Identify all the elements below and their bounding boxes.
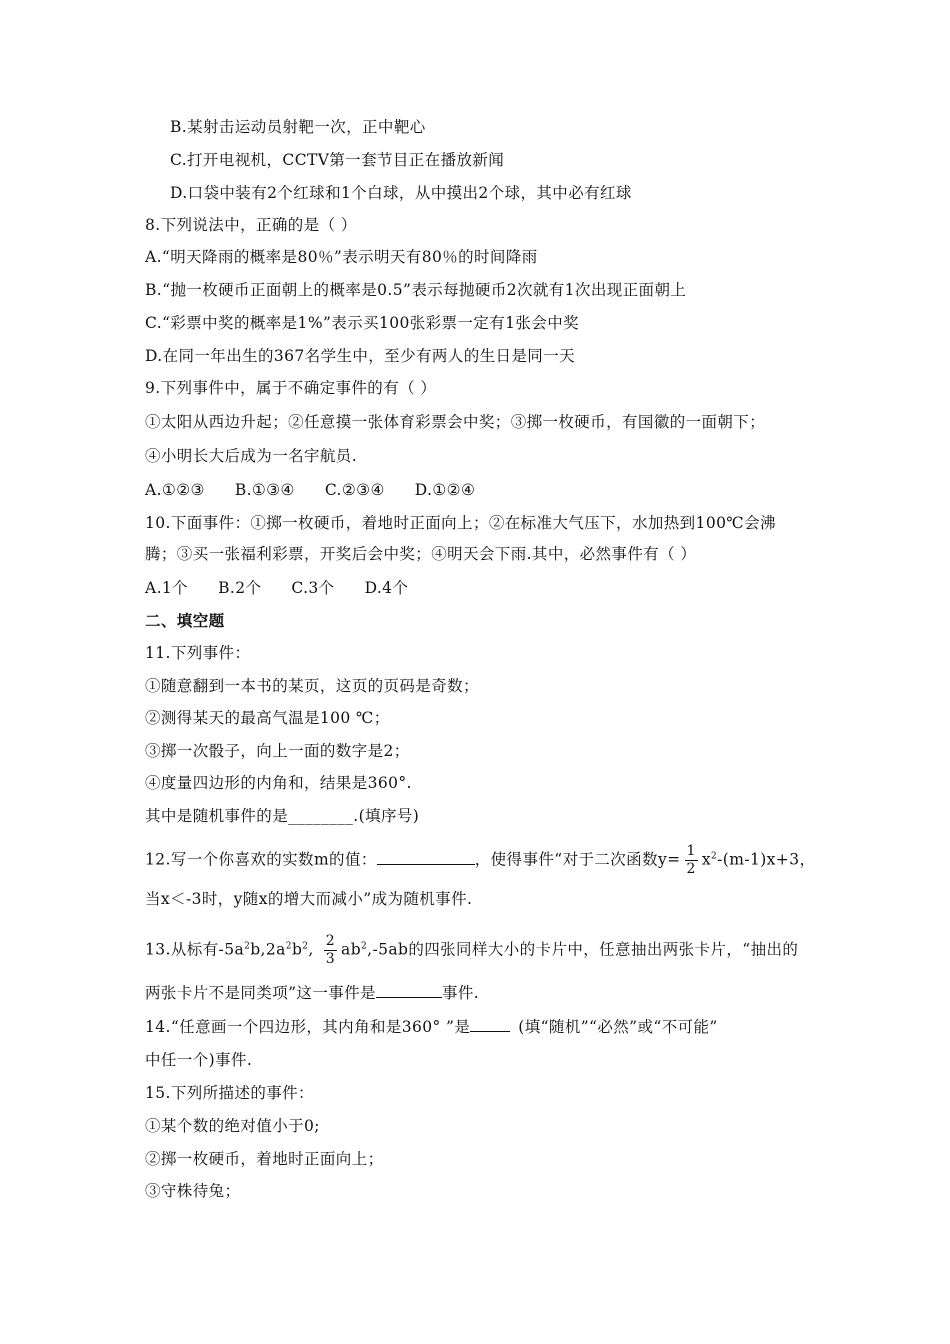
q11-item-1: ①随意翻到一本书的某页，这页的页码是奇数； [145,677,479,695]
q9-option-b: B.①③④ [234,481,295,499]
q11-item-4: ④度量四边形的内角和，结果是360°. [145,774,412,792]
q12-text-2: ，使得事件“对于二次函数y= [474,850,681,869]
q8-option-b: B.“抛一枚硬币正面朝上的概率是0.5”表示每抛硬币2次就有1次出现正面朝上 [145,281,687,299]
q12-text-1: 12.写一个你喜欢的实数m的值： [145,850,377,869]
q13-line2 [145,983,479,1003]
q13-exp-1: 2 [244,941,251,952]
q13-fraction [324,933,337,968]
q10-option-b: B.2个 [218,579,262,597]
q15-stem: 15.下列所描述的事件： [145,1084,314,1102]
q12-answer-blank [377,850,475,865]
q13-exp-4: 2 [361,941,368,952]
q8-option-a: A.“明天降雨的概率是80％”表示明天有80％的时间降雨 [145,248,538,266]
q13-exp-2: 2 [285,941,292,952]
q12-text-4: -(m-1)x+3， [717,850,816,869]
q10-option-a: A.1个 [145,579,189,597]
q10-line2: 腾；③买一张福利彩票，开奖后会中奖；④明天会下雨.其中，必然事件有（ ） [145,545,697,563]
q7-option-c: C.打开电视机，CCTV第一套节目正在播放新闻 [170,151,505,169]
q10-options [145,578,438,598]
q13-text-2: b,2a [250,940,286,959]
q8-option-d: D.在同一年出生的367名学生中，至少有两人的生日是同一天 [145,347,575,365]
q13-frac-den: 3 [325,951,336,967]
q13-line1 [145,933,798,968]
q12-frac-num: 1 [686,843,696,859]
q12-frac-den: 2 [686,861,696,877]
q9-stem: 9.下列事件中，属于不确定事件的有（ ） [145,379,437,397]
q14-line2: 中任一个)事件. [145,1051,253,1069]
q13-answer-blank [376,983,442,998]
q13-text-5: ab [341,940,362,959]
section-title: 二、填空题 [145,611,225,630]
q14-answer-blank [470,1017,510,1032]
q13-text-1: 13.从标有-5a [145,940,245,959]
q10-line1: 10.下面事件：①掷一枚硬币，着地时正面向上；②在标准大气压下，水加热到100℃会沸 [145,514,776,532]
q12-line1 [145,843,815,878]
q14-text-1: 14.“任意画一个四边形，其内角和是360° ”是 [145,1018,471,1036]
q14-text-2: (填“随机”“必然”或“不可能” [518,1018,718,1036]
q15-item-3: ③守株待兔； [145,1182,241,1200]
q13-text-7: 两张卡片不是同类项”这一事件是 [145,984,376,1002]
q12-exponent: 2 [711,851,718,862]
q9-option-c: C.②③④ [324,481,385,499]
q10-option-d: D.4个 [364,579,409,597]
q13-frac-num: 2 [325,933,336,949]
q12-line2: 当x＜-3时，y随x的增大而减小”成为随机事件. [145,890,473,908]
q13-exp-3: 2 [302,941,309,952]
q13-text-3: b [291,940,303,959]
q15-item-1: ①某个数的绝对值小于0; [145,1117,320,1135]
q7-option-b: B.某射击运动员射靶一次，正中靶心 [170,118,426,136]
q9-options [145,480,505,500]
q8-option-c: C.“彩票中奖的概率是1%”表示买100张彩票一定有1张会中奖 [145,314,580,332]
q9-events-line1: ①太阳从西边升起；②任意摸一张体育彩票会中奖；③掷一枚硬币，有国徽的一面朝下； [145,413,766,431]
q9-option-d: D.①②④ [414,481,476,499]
q13-text-6: ,-5ab的四张同样大小的卡片中，任意抽出两张卡片，“抽出的 [367,940,799,959]
q7-option-d: D.口袋中装有2个红球和1个白球，从中摸出2个球，其中必有红球 [170,184,632,202]
q15-item-2: ②掷一枚硬币，着地时正面向上； [145,1150,384,1168]
q11-item-2: ②测得某天的最高气温是100 ℃； [145,709,390,727]
q11-stem: 11.下列事件： [145,644,251,662]
q12-text-3: x [701,850,711,869]
q13-text-8: 事件. [441,984,480,1002]
q12-fraction [685,843,698,878]
q9-option-a: A.①②③ [145,481,205,499]
q11-item-3: ③掷一次骰子，向上一面的数字是2； [145,742,410,760]
q9-events-line2: ④小明长大后成为一名宇航员. [145,447,358,465]
q14-line1 [145,1017,718,1037]
q10-option-c: C.3个 [291,579,335,597]
q13-text-4: , [308,940,314,959]
q11-tail: 其中是随机事件的是________.(填序号) [145,807,420,825]
q8-stem: 8.下列说法中，正确的是（ ） [145,216,357,234]
